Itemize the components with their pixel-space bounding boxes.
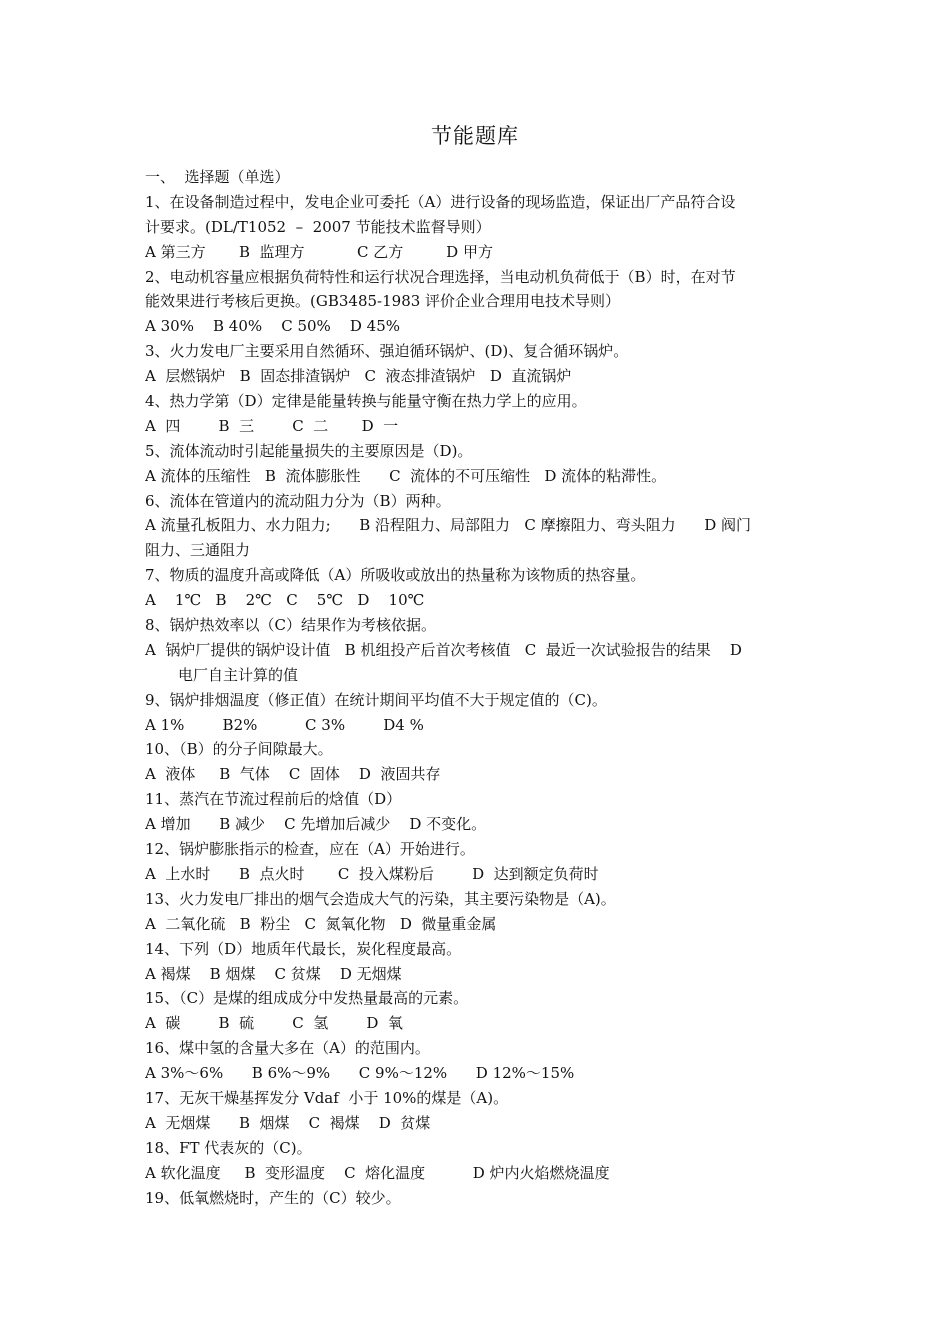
text-line: 13、火力发电厂排出的烟气会造成大气的污染，其主要污染物是（A)。 — [145, 889, 616, 908]
text-line: 2、电动机容量应根据负荷特性和运行状况合理选择，当电动机负荷低于（B）时，在对节 — [145, 267, 736, 286]
text-line: A 1% B2% C 3% D4 % — [145, 715, 424, 734]
text-line: 15、（C）是煤的组成成分中发热量最高的元素。 — [145, 989, 469, 1008]
text-line: A 上水时 B 点火时 C 投入煤粉后 D 达到额定负荷时 — [145, 864, 599, 883]
text-line: A 流量孔板阻力、水力阻力; B 沿程阻力、局部阻力 C 摩擦阻力、弯头阻力 D 阀门 — [145, 516, 752, 535]
text-line: 9、锅炉排烟温度（修正值）在统计期间平均值不大于规定值的（C)。 — [145, 690, 607, 709]
text-line: 10、（B）的分子间隙最大。 — [145, 740, 333, 759]
text-line: 5、流体流动时引起能量损失的主要原因是（D)。 — [145, 441, 473, 460]
text-line: 电厂自主计算的值 — [178, 665, 299, 684]
text-line: 11、蒸汽在节流过程前后的焓值（D） — [145, 790, 402, 809]
text-line: A 流体的压缩性 B 流体膨胀性 C 流体的不可压缩性 D 流体的粘滞性。 — [145, 466, 667, 485]
text-line: 19、低氧燃烧时，产生的（C）较少。 — [145, 1188, 401, 1207]
text-line: 阻力、三通阻力 — [145, 541, 251, 560]
section-heading: 一、 选择题（单选） — [145, 168, 290, 186]
text-line: 6、流体在管道内的流动阻力分为（B）两种。 — [145, 491, 451, 510]
text-line: 18、FT 代表灰的（C)。 — [145, 1138, 312, 1157]
text-line: 3、火力发电厂主要采用自然循环、强迫循环锅炉、(D)、复合循环锅炉。 — [145, 342, 629, 361]
text-line: 8、锅炉热效率以（C）结果作为考核依据。 — [145, 616, 437, 635]
text-line: A 1℃ B 2℃ C 5℃ D 10℃ — [145, 591, 425, 610]
text-line: 计要求。(DL/T1052 – 2007 节能技术监督导则） — [145, 217, 491, 236]
text-line: 16、煤中氢的含量大多在（A）的范围内。 — [145, 1039, 430, 1058]
text-line: A 锅炉厂提供的锅炉设计值 B 机组投产后首次考核值 C 最近一次试验报告的结果 D — [145, 640, 742, 659]
question-list — [145, 165, 810, 1210]
text-line: 14、下列（D）地质年代最长，炭化程度最高。 — [145, 939, 462, 958]
text-line: 能效果进行考核后更换。(GB3485-1983 评价企业合理用电技术导则） — [145, 292, 621, 311]
text-line: A 30% B 40% C 50% D 45% — [145, 317, 401, 336]
text-line: 17、无灰干燥基挥发分 Vdaf 小于 10%的煤是（A)。 — [145, 1088, 509, 1107]
text-line: 12、锅炉膨胀指示的检查，应在（A）开始进行。 — [145, 840, 475, 859]
question-lines — [145, 190, 810, 1211]
text-line: 1、在设备制造过程中，发电企业可委托（A）进行设备的现场监造，保证出厂产品符合设 — [145, 192, 736, 211]
text-line: A 二氧化硫 B 粉尘 C 氮氧化物 D 微量重金属 — [145, 914, 497, 933]
text-line: A 第三方 B 监理方 C 乙方 D 甲方 — [145, 242, 493, 261]
text-line: A 增加 B 减少 C 先增加后减少 D 不变化。 — [145, 815, 487, 834]
text-line: 7、物质的温度升高或降低（A）所吸收或放出的热量称为该物质的热容量。 — [145, 566, 646, 585]
text-line: 4、热力学第（D）定律是能量转换与能量守衡在热力学上的应用。 — [145, 392, 587, 411]
document-title: 节能题库 — [431, 124, 519, 148]
text-line: A 褐煤 B 烟煤 C 贫煤 D 无烟煤 — [145, 964, 402, 983]
text-line: A 软化温度 B 变形温度 C 熔化温度 D 炉内火焰燃烧温度 — [145, 1163, 610, 1182]
text-line: A 层燃锅炉 B 固态排渣锅炉 C 液态排渣锅炉 D 直流锅炉 — [145, 367, 572, 386]
text-line: A 碳 B 硫 C 氢 D 氧 — [145, 1014, 403, 1033]
text-line: A 液体 B 气体 C 固体 D 液固共存 — [145, 765, 441, 784]
text-line: A 四 B 三 C 二 D 一 — [145, 416, 399, 435]
text-line: A 无烟煤 B 烟煤 C 褐煤 D 贫煤 — [145, 1113, 431, 1132]
text-line: A 3%～6% B 6%～9% C 9%～12% D 12%～15% — [145, 1064, 575, 1083]
